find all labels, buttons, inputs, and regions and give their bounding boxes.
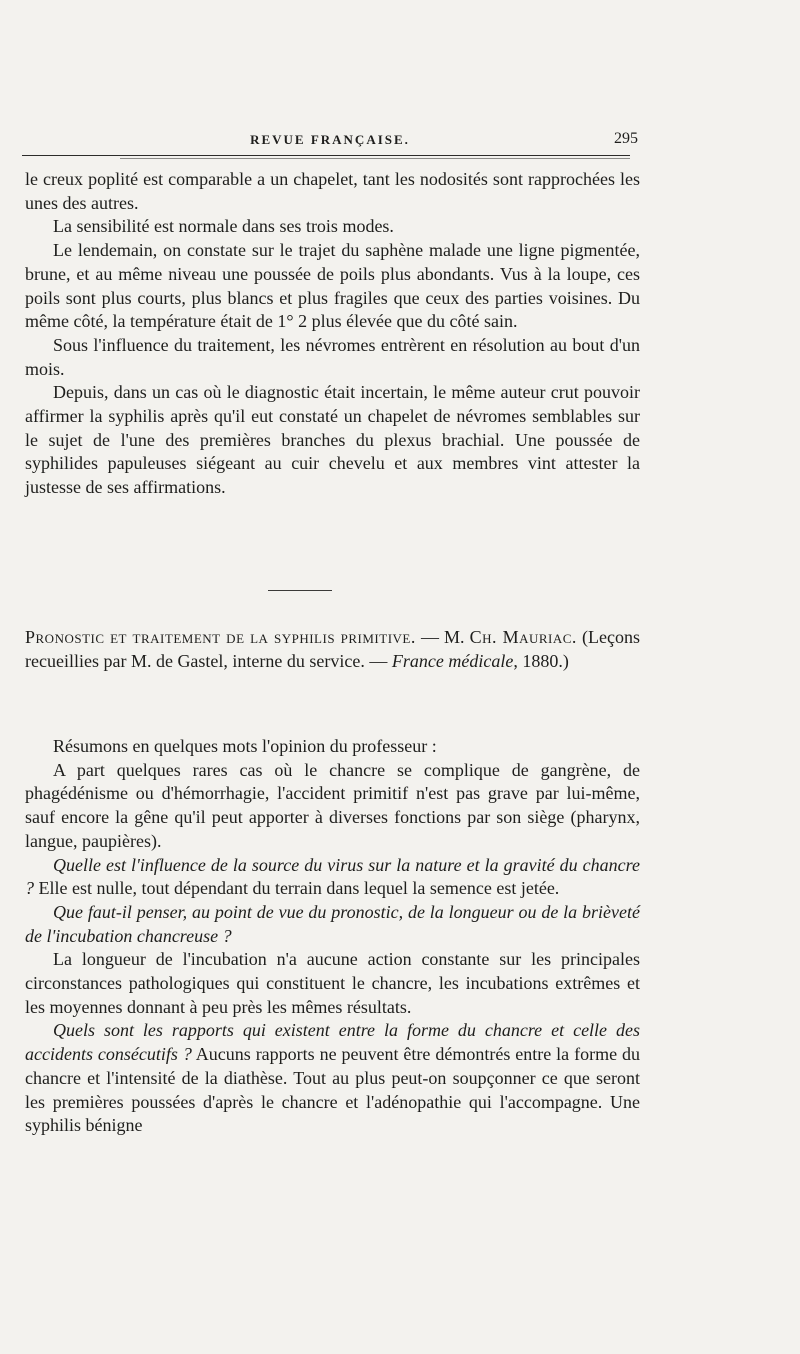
- paragraph-incubation-question: [25, 901, 640, 948]
- section-title: Pronostic et traitement de la syphilis primitive.: [25, 627, 416, 647]
- paragraph-longueur: La longueur de l'incubation n'a aucune action constante sur les principales circonstances pathologiques qui constituent le chancre, les incubations extrêmes et les moyennes donnant à peu près les mêmes résultats.: [25, 949, 640, 1017]
- text-block-lower: [25, 735, 640, 1138]
- paragraph-rapports: [25, 1019, 640, 1138]
- section-heading-block: [25, 626, 640, 673]
- question-incubation: Que faut-il penser, au point de vue du pronostic, de la longueur ou de la brièveté de l'incubation chancreuse ?: [25, 901, 640, 946]
- paragraph-depuis: Depuis, dans un cas où le diagnostic était incertain, le même auteur crut pouvoir affirmer la syphilis après qu'il eut constaté un chapelet de névromes semblables sur le sujet de l'une des premières branches du plexus brachial. Une poussée de syphilides papuleuses siégeant au cuir chevelu et aux membres vint attester la justesse de ses affirmations.: [25, 382, 640, 498]
- paragraph-continuation: le creux poplité est comparable a un chapelet, tant les nodosités sont rapprochées les unes des autres.: [25, 169, 640, 213]
- answer-rapports: Aucuns rapports ne peuvent être démontrés entre la forme du chancre et l'intensité de la diathèse. Tout au plus peut-on soupçonner ce que seront les premières poussées d'après le chancre et l'adénopathie qui l'accompagne. Une syphilis bénigne: [25, 1044, 640, 1136]
- text-block-upper: [25, 168, 640, 500]
- header-rule-secondary: [120, 158, 630, 159]
- paragraph-traitement: Sous l'influence du traitement, les névromes entrèrent en résolution au bout d'un mois.: [25, 334, 640, 379]
- header-rule: [22, 155, 630, 156]
- running-head: [22, 128, 638, 156]
- paragraph-influence-source: [25, 854, 640, 901]
- section-author-separator: — M.: [415, 627, 470, 647]
- section-divider: [268, 590, 332, 591]
- section-heading: [25, 626, 640, 673]
- section-journal: France médicale: [391, 650, 514, 671]
- page-number: 295: [614, 130, 638, 147]
- section-source-start: (Leçons recueillies par M. de Gastel, interne du service. —: [25, 627, 640, 671]
- paragraph-resumons: Résumons en quelques mots l'opinion du professeur :: [53, 736, 437, 756]
- paragraph-sensibilite: La sensibilité est normale dans ses trois modes.: [53, 216, 394, 237]
- section-author: Ch. Mauriac.: [469, 627, 577, 647]
- answer-influence-source: Elle est nulle, tout dépendant du terrain dans lequel la semence est jetée.: [34, 878, 560, 899]
- paragraph-a-part: A part quelques rares cas où le chancre se complique de gangrène, de phagédénisme ou d'hémorrhagie, l'accident primitif n'est pas grave par lui-même, sauf encore la gêne qu'il peut apporter à diverses fonctions par son siège (pharynx, langue, paupières).: [25, 759, 640, 851]
- section-source-end: , 1880.): [513, 650, 569, 671]
- running-title: REVUE FRANÇAISE.: [250, 132, 410, 147]
- question-influence-source: Quelle est l'influence de la source du virus sur la nature et la gravité du chancre ?: [25, 854, 640, 899]
- paragraph-lendemain: Le lendemain, on constate sur le trajet du saphène malade une ligne pigmentée, brune, et au même niveau une poussée de poils plus abondants. Vus à la loupe, ces poils sont plus courts, plus blancs et plus fragiles que ceux des parties voisines. Du même côté, la température était de 1° 2 plus élevée que du côté sain.: [25, 240, 640, 332]
- question-rapports: Quels sont les rapports qui existent entre la forme du chancre et celle des accidents consécutifs ?: [25, 1020, 640, 1065]
